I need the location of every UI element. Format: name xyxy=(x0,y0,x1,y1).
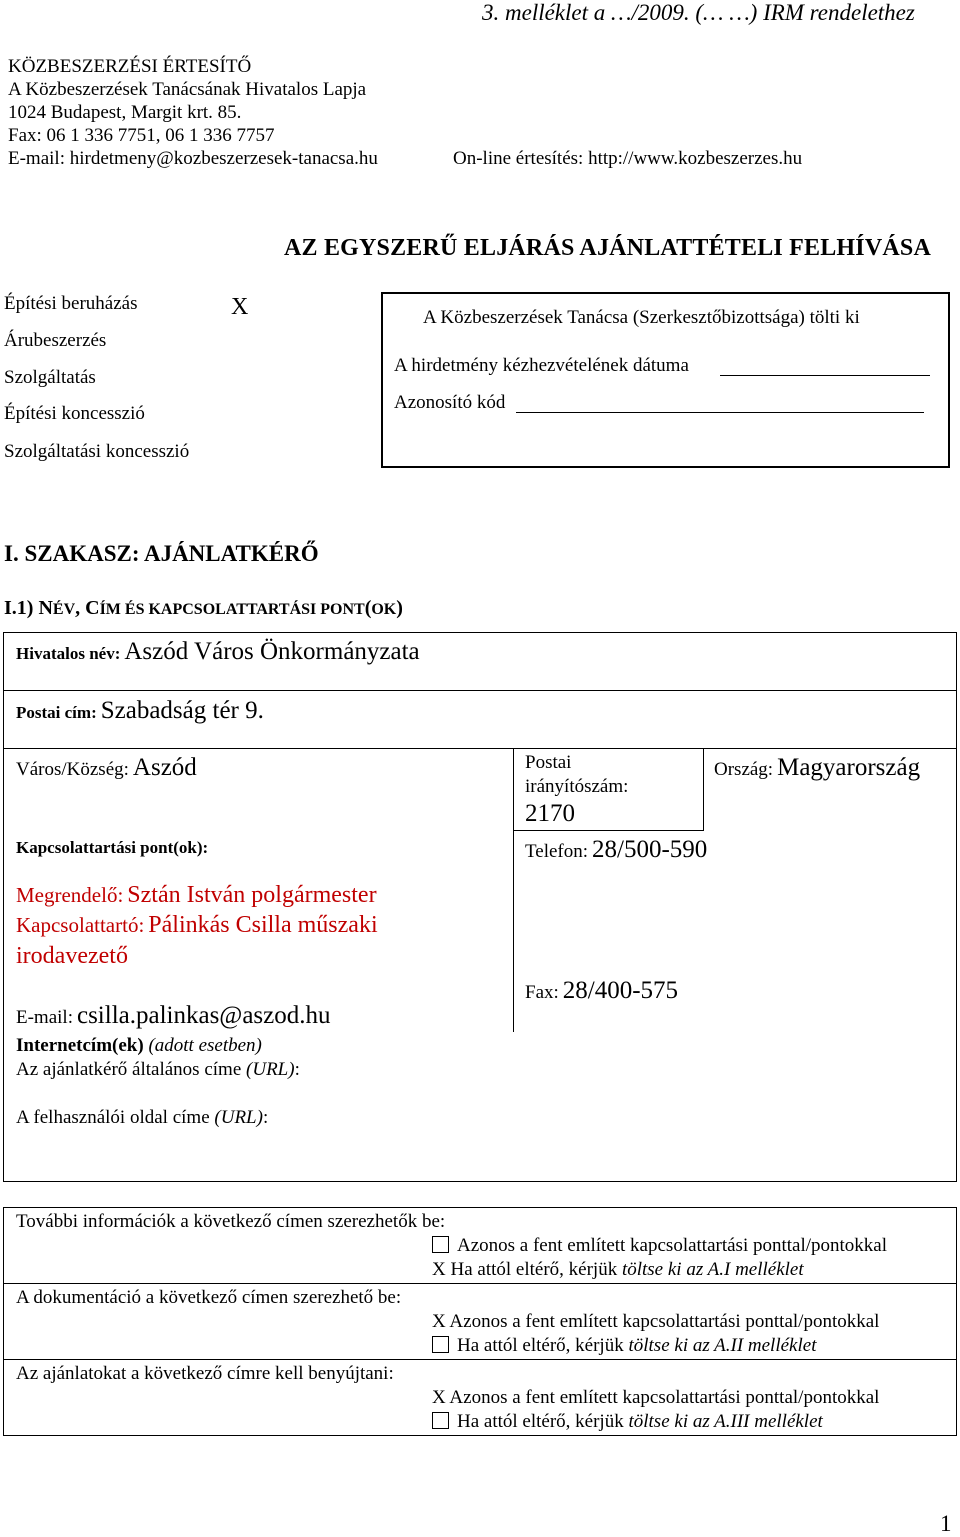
internet-row xyxy=(16,1035,262,1057)
official-name-value: Aszód Város Önkormányzata xyxy=(124,638,420,665)
general-url-note: (URL) xyxy=(246,1059,295,1080)
notice-title: AZ EGYSZERŰ ELJÁRÁS AJÁNLATTÉTELI FELHÍVÁSA xyxy=(284,235,931,261)
publisher-fax: Fax: 06 1 336 7751, 06 1 336 7757 xyxy=(8,125,275,146)
publisher-email[interactable]: E-mail: hirdetmeny@kozbeszerzesek-tanacsa.hu xyxy=(8,148,378,169)
fax-row xyxy=(525,977,678,1005)
documentation-option-different: Ha attól eltérő, kérjük töltse ki az A.II melléklet xyxy=(432,1335,816,1357)
city-label: Város/Község: xyxy=(16,759,129,780)
publisher-subtitle: A Közbeszerzések Tanácsának Hivatalos Lapja xyxy=(8,79,367,100)
city-value: Aszód xyxy=(132,754,197,781)
postcode-value: 2170 xyxy=(525,800,575,827)
internet-note: (adott esetben) xyxy=(148,1035,262,1056)
buyer-profile-label: A felhasználói oldal címe xyxy=(16,1107,210,1128)
publisher-online-link[interactable]: On-line értesítés: http://www.kozbeszerzes.hu xyxy=(453,148,803,169)
contract-type-selected-mark: X xyxy=(231,294,249,320)
general-url-label: Az ajánlatkérő általános címe xyxy=(16,1059,242,1080)
postcode-label-1: Postai xyxy=(525,752,572,773)
client-label: Megrendelő: xyxy=(16,883,124,907)
further-info-same-checkbox[interactable] xyxy=(432,1236,449,1253)
receipt-date-label: A hirdetmény kézhezvételének dátuma xyxy=(394,355,689,376)
contract-type-services-concession: Szolgáltatási koncesszió xyxy=(4,441,190,462)
phone-label: Telefon: xyxy=(525,841,589,862)
postcode-label-2: irányítószám: xyxy=(525,776,629,797)
contact-person-row xyxy=(16,912,378,939)
client-value: Sztán István polgármester xyxy=(127,882,377,908)
email-label: E-mail: xyxy=(16,1007,73,1028)
receipt-date-blank[interactable] xyxy=(720,375,930,376)
further-info-title: További információk a következő címen szerezhetők be: xyxy=(16,1211,446,1232)
buyer-profile-note: (URL) xyxy=(214,1107,263,1128)
annex-reference: 3. melléklet a …/2009. (… …) IRM rendelethez xyxy=(482,0,915,25)
email-value[interactable]: csilla.palinkas@aszod.hu xyxy=(76,1002,331,1029)
submission-different-checkbox[interactable] xyxy=(432,1412,449,1429)
identifier-label: Azonosító kód xyxy=(394,392,506,413)
submission-title: Az ajánlatokat a következő címre kell benyújtani: xyxy=(16,1363,394,1384)
submission-option-different: Ha attól eltérő, kérjük töltse ki az A.III melléklet xyxy=(432,1411,823,1433)
submission-option-same[interactable]: X Azonos a fent említett kapcsolattartási ponttal/pontokkal xyxy=(432,1387,880,1408)
section-title: I. SZAKASZ: AJÁNLATKÉRŐ xyxy=(4,541,319,566)
contract-type-services: Szolgáltatás xyxy=(4,367,96,388)
general-url-row: Az ajánlatkérő általános címe (URL): xyxy=(16,1059,300,1080)
country-row xyxy=(714,754,920,782)
documentation-title: A dokumentáció a következő címen szerezhető be: xyxy=(16,1287,402,1308)
publisher-address: 1024 Budapest, Margit krt. 85. xyxy=(8,102,242,123)
further-info-option-different: X Ha attól eltérő, kérjük töltse ki az A.I melléklet xyxy=(432,1259,804,1280)
fax-label: Fax: xyxy=(525,982,559,1003)
country-value: Magyarország xyxy=(777,754,921,781)
identifier-blank[interactable] xyxy=(516,412,924,413)
official-name-row xyxy=(16,638,420,666)
contact-person-value: Pálinkás Csilla műszaki xyxy=(148,912,378,938)
email-row xyxy=(16,1002,331,1030)
office-use-title: A Közbeszerzések Tanácsa (Szerkesztőbizottsága) tölti ki xyxy=(423,307,860,328)
phone-value: 28/500-590 xyxy=(592,836,708,863)
subsection-title: I.1) NÉV, CÍM ÉS KAPCSOLATTARTÁSI PONT(OK) xyxy=(4,597,403,619)
contract-type-works: Építési beruházás xyxy=(4,293,138,314)
internet-label: Internetcím(ek) xyxy=(16,1035,144,1056)
contract-type-supplies: Árubeszerzés xyxy=(4,330,107,351)
contact-points-label: Kapcsolattartási pont(ok): xyxy=(16,838,209,857)
page-number: 1 xyxy=(940,1511,952,1536)
further-info-different-mark[interactable]: X xyxy=(432,1259,446,1280)
contact-person-title: irodavezető xyxy=(16,943,128,969)
further-info-option-same: Azonos a fent említett kapcsolattartási ponttal/pontokkal xyxy=(432,1235,887,1257)
phone-row xyxy=(525,836,707,864)
documentation-different-checkbox[interactable] xyxy=(432,1336,449,1353)
city-row xyxy=(16,754,197,782)
official-name-label: Hivatalos név: xyxy=(16,644,121,663)
contact-person-label: Kapcsolattartó: xyxy=(16,913,145,937)
postal-address-row xyxy=(16,697,264,725)
documentation-option-same[interactable]: X Azonos a fent említett kapcsolattartási ponttal/pontokkal xyxy=(432,1311,880,1332)
country-label: Ország: xyxy=(714,759,774,780)
contract-type-works-concession: Építési koncesszió xyxy=(4,403,145,424)
postal-address-label: Postai cím: xyxy=(16,703,97,722)
client-row xyxy=(16,882,377,909)
postal-address-value: Szabadság tér 9. xyxy=(100,697,264,724)
buyer-profile-row: A felhasználói oldal címe (URL): xyxy=(16,1107,269,1128)
fax-value: 28/400-575 xyxy=(562,977,679,1004)
publisher-name: KÖZBESZERZÉSI ÉRTESÍTŐ xyxy=(8,56,252,77)
